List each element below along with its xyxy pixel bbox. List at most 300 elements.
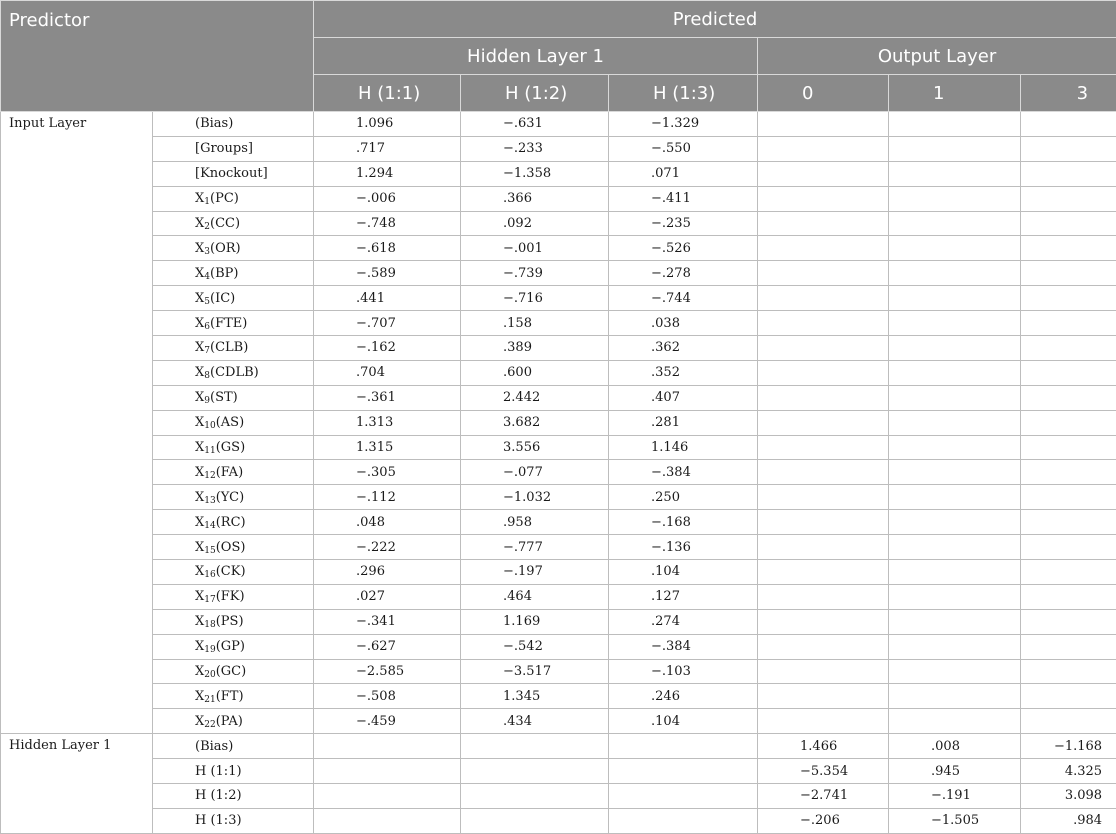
hidden-weight-cell: −1.032 — [461, 485, 609, 510]
predictor-abbrev: (PC) — [210, 191, 239, 207]
hidden-weight-cell: −.384 — [609, 634, 758, 659]
table-row — [1, 609, 1116, 634]
hidden-weight-cell: −.222 — [314, 535, 461, 560]
output-weight-cell: .008 — [889, 734, 1021, 759]
table-row — [1, 485, 1116, 510]
empty-cell — [758, 112, 889, 137]
table-row — [1, 435, 1116, 460]
empty-cell — [1021, 634, 1116, 659]
empty-cell — [758, 460, 889, 485]
predictor-abbrev: (IC) — [210, 290, 236, 306]
hidden-weight-cell: .352 — [609, 360, 758, 385]
predictor-cell — [153, 560, 314, 585]
predictor-abbrev: (CC) — [210, 216, 241, 231]
hidden-weight-cell: −.001 — [461, 236, 609, 261]
predictor-name: X — [195, 390, 205, 406]
hidden-weight-cell: −.716 — [461, 286, 609, 311]
predictor-name: (Bias) — [153, 734, 314, 759]
predictor-abbrev: (GP) — [215, 639, 245, 655]
table-row — [1, 261, 1116, 286]
table-row — [1, 161, 1116, 186]
empty-cell — [609, 734, 758, 759]
empty-cell — [889, 186, 1021, 211]
hidden-weight-cell: −.341 — [314, 609, 461, 634]
predictor-name: X — [195, 440, 205, 456]
hidden-weight-cell: .071 — [609, 161, 758, 186]
predictor-cell — [153, 385, 314, 410]
hidden-weight-cell: −.748 — [314, 211, 461, 236]
empty-cell — [758, 435, 889, 460]
empty-cell — [1021, 112, 1116, 137]
empty-cell — [758, 709, 889, 734]
empty-cell — [1021, 385, 1116, 410]
hidden-weight-cell: 3.556 — [461, 435, 609, 460]
hidden-col-header: H (1:2) — [461, 75, 609, 112]
predictor-cell — [153, 211, 314, 236]
hidden-weight-cell: −.526 — [609, 236, 758, 261]
table-row — [1, 634, 1116, 659]
empty-cell — [758, 336, 889, 361]
hidden-weight-cell: .362 — [609, 336, 758, 361]
predictor-subscript: 5 — [204, 296, 210, 307]
empty-cell — [889, 161, 1021, 186]
hidden-weight-cell: .434 — [461, 709, 609, 734]
empty-cell — [889, 385, 1021, 410]
predictor-name: X — [195, 713, 205, 729]
hidden-weight-cell: −.707 — [314, 311, 461, 336]
empty-cell — [758, 385, 889, 410]
empty-cell — [758, 261, 889, 286]
hidden-weight-cell: −.777 — [461, 535, 609, 560]
predictor-abbrev: (GC) — [215, 664, 247, 680]
hidden-weight-cell: .717 — [314, 136, 461, 161]
predictor-subscript: 18 — [204, 620, 216, 631]
predictor-subscript: 3 — [204, 246, 210, 257]
predictor-name: H (1:1) — [153, 759, 314, 784]
output-weight-cell: −.206 — [758, 808, 889, 833]
predictor-cell — [153, 360, 314, 385]
predictor-subscript: 1 — [204, 197, 210, 208]
predictor-subscript: 13 — [204, 495, 216, 506]
predictor-subscript: 11 — [204, 446, 216, 457]
table-row — [1, 535, 1116, 560]
empty-cell — [889, 460, 1021, 485]
empty-cell — [758, 211, 889, 236]
predictor-abbrev: (AS) — [215, 415, 245, 431]
table-row — [1, 410, 1116, 435]
empty-cell — [758, 584, 889, 609]
output-weight-cell: −2.741 — [758, 784, 889, 809]
empty-cell — [758, 609, 889, 634]
empty-cell — [758, 236, 889, 261]
table-row — [1, 286, 1116, 311]
predictor-abbrev: (YC) — [215, 489, 245, 505]
predictor-subscript: 17 — [204, 595, 216, 606]
hidden-weight-cell: 1.315 — [314, 435, 461, 460]
table-row — [1, 360, 1116, 385]
predictor-name: X — [195, 514, 205, 530]
empty-cell — [758, 659, 889, 684]
hidden-weight-cell: .600 — [461, 360, 609, 385]
hidden-weight-cell: 1.313 — [314, 410, 461, 435]
predictor-name: X — [195, 240, 205, 256]
predictor-subscript: 10 — [204, 421, 216, 432]
empty-cell — [889, 609, 1021, 634]
hidden-weight-cell: −.631 — [461, 112, 609, 137]
empty-cell — [758, 535, 889, 560]
predictor-cell — [153, 460, 314, 485]
predictor-subscript: 2 — [204, 222, 210, 232]
hidden-weight-cell: 3.682 — [461, 410, 609, 435]
empty-cell — [314, 759, 461, 784]
hidden-weight-cell: −3.517 — [461, 659, 609, 684]
group-label-hidden-layer: Hidden Layer 1 — [1, 734, 153, 834]
output-weight-cell: −5.354 — [758, 759, 889, 784]
hidden-weight-cell: 1.096 — [314, 112, 461, 137]
empty-cell — [1021, 211, 1116, 236]
hidden-col-header: H (1:1) — [314, 75, 461, 112]
table-row — [1, 584, 1116, 609]
table-row — [1, 759, 1116, 784]
empty-cell — [758, 136, 889, 161]
hidden-weight-cell: .704 — [314, 360, 461, 385]
predictor-cell — [153, 410, 314, 435]
predictor-cell — [153, 261, 314, 286]
predictor-name: X — [195, 415, 205, 431]
predictor-name: [Knockout] — [195, 166, 268, 182]
hidden-weight-cell: .464 — [461, 584, 609, 609]
hidden-weight-cell: .366 — [461, 186, 609, 211]
empty-cell — [889, 286, 1021, 311]
hidden-weight-cell: 1.294 — [314, 161, 461, 186]
empty-cell — [1021, 709, 1116, 734]
empty-cell — [889, 684, 1021, 709]
empty-cell — [1021, 684, 1116, 709]
predictor-cell — [153, 510, 314, 535]
empty-cell — [758, 684, 889, 709]
predictor-abbrev: (PS) — [215, 614, 244, 630]
hidden-weight-cell: 1.146 — [609, 435, 758, 460]
table-row — [1, 311, 1116, 336]
empty-cell — [889, 112, 1021, 137]
empty-cell — [758, 360, 889, 385]
table-row — [1, 560, 1116, 585]
group-label-input-layer: Input Layer — [1, 112, 153, 734]
table-row — [1, 336, 1116, 361]
empty-cell — [889, 560, 1021, 585]
output-weight-cell: −1.505 — [889, 808, 1021, 833]
table-row — [1, 136, 1116, 161]
empty-cell — [461, 808, 609, 833]
predictor-name: X — [195, 191, 205, 207]
table-body — [1, 112, 1116, 834]
predictor-header: Predictor — [1, 1, 314, 112]
empty-cell — [1021, 485, 1116, 510]
predictor-abbrev: (CLB) — [210, 340, 249, 356]
predictor-cell — [153, 584, 314, 609]
output-weight-cell: 3.098 — [1021, 784, 1116, 809]
table-header — [1, 1, 1116, 112]
predictor-abbrev: (CDLB) — [210, 365, 259, 381]
empty-cell — [889, 336, 1021, 361]
hidden-weight-cell: −1.329 — [609, 112, 758, 137]
hidden-weight-cell: −1.358 — [461, 161, 609, 186]
predictor-abbrev: (OS) — [215, 539, 246, 555]
hidden-weight-cell: −.542 — [461, 634, 609, 659]
hidden-weight-cell: −.384 — [609, 460, 758, 485]
hidden-weight-cell: −.627 — [314, 634, 461, 659]
table-row — [1, 186, 1116, 211]
predictor-cell — [153, 236, 314, 261]
empty-cell — [889, 136, 1021, 161]
hidden-weight-cell: 1.169 — [461, 609, 609, 634]
empty-cell — [1021, 236, 1116, 261]
empty-cell — [889, 236, 1021, 261]
output-layer-header: Output Layer — [758, 38, 1116, 75]
predictor-cell — [153, 336, 314, 361]
hidden-weight-cell: −.103 — [609, 659, 758, 684]
predictor-subscript: 22 — [204, 719, 216, 730]
predictor-abbrev: (FK) — [215, 589, 245, 605]
hidden-weight-cell: −.508 — [314, 684, 461, 709]
table-row — [1, 808, 1116, 833]
hidden-weight-cell: −.136 — [609, 535, 758, 560]
hidden-weight-cell: −2.585 — [314, 659, 461, 684]
hidden-weight-cell: .250 — [609, 485, 758, 510]
empty-cell — [314, 734, 461, 759]
predictor-name: (Bias) — [195, 116, 234, 132]
empty-cell — [461, 734, 609, 759]
table-row — [1, 734, 1116, 759]
predictor-cell — [153, 535, 314, 560]
predictor-subscript: 16 — [204, 570, 216, 581]
predictor-cell — [153, 659, 314, 684]
hidden-weight-cell: .281 — [609, 410, 758, 435]
hidden-weight-cell: −.233 — [461, 136, 609, 161]
hidden-weight-cell: −.305 — [314, 460, 461, 485]
predictor-abbrev: (FT) — [215, 688, 244, 704]
predictor-cell — [153, 311, 314, 336]
predictor-cell — [153, 709, 314, 734]
predictor-name: X — [195, 489, 205, 505]
predictor-cell — [153, 136, 314, 161]
hidden-weight-cell: .092 — [461, 211, 609, 236]
predictor-subscript: 12 — [204, 470, 216, 481]
hidden-weight-cell: .296 — [314, 560, 461, 585]
hidden-weight-cell: .407 — [609, 385, 758, 410]
hidden-weight-cell: 2.442 — [461, 385, 609, 410]
hidden-weight-cell: −.618 — [314, 236, 461, 261]
empty-cell — [609, 759, 758, 784]
predictor-name: X — [195, 464, 205, 480]
predictor-name: X — [195, 614, 205, 630]
predictor-cell — [153, 634, 314, 659]
predictor-name: X — [195, 340, 205, 356]
predictor-cell — [153, 186, 314, 211]
hidden-weight-cell: −.168 — [609, 510, 758, 535]
hidden-weight-cell: .958 — [461, 510, 609, 535]
empty-cell — [1021, 510, 1116, 535]
hidden-weight-cell: −.235 — [609, 211, 758, 236]
predictor-cell — [153, 485, 314, 510]
empty-cell — [758, 311, 889, 336]
predictor-name: [Groups] — [195, 141, 253, 157]
predictor-cell — [153, 112, 314, 137]
predictor-name: X — [195, 290, 205, 306]
hidden-weight-cell: 1.345 — [461, 684, 609, 709]
empty-cell — [758, 634, 889, 659]
empty-cell — [889, 261, 1021, 286]
predictor-abbrev: (OR) — [210, 240, 241, 256]
predictor-subscript: 20 — [204, 670, 216, 681]
empty-cell — [1021, 336, 1116, 361]
predictor-name: H (1:3) — [153, 808, 314, 833]
empty-cell — [1021, 311, 1116, 336]
empty-cell — [1021, 535, 1116, 560]
empty-cell — [758, 560, 889, 585]
predictor-name: X — [195, 688, 205, 704]
output-weight-cell: .945 — [889, 759, 1021, 784]
predictor-subscript: 19 — [204, 645, 216, 656]
predictor-abbrev: (RC) — [215, 514, 246, 530]
empty-cell — [889, 410, 1021, 435]
empty-cell — [889, 709, 1021, 734]
predictor-abbrev: (PA) — [215, 713, 243, 729]
predictor-subscript: 6 — [204, 321, 210, 332]
predictor-cell — [153, 286, 314, 311]
empty-cell — [1021, 659, 1116, 684]
predictor-subscript: 4 — [204, 271, 210, 282]
table-row — [1, 112, 1116, 137]
empty-cell — [1021, 161, 1116, 186]
predictor-subscript: 9 — [204, 396, 210, 407]
empty-cell — [1021, 410, 1116, 435]
predictor-name: X — [195, 664, 205, 680]
hidden-weight-cell: .274 — [609, 609, 758, 634]
hidden-weight-cell: −.077 — [461, 460, 609, 485]
hidden-weight-cell: −.162 — [314, 336, 461, 361]
table-row — [1, 784, 1116, 809]
predictor-cell — [153, 684, 314, 709]
empty-cell — [889, 360, 1021, 385]
table-row — [1, 385, 1116, 410]
empty-cell — [758, 410, 889, 435]
hidden-weight-cell: −.361 — [314, 385, 461, 410]
hidden-col-header: H (1:3) — [609, 75, 758, 112]
predictor-name: X — [195, 265, 205, 281]
hidden-weight-cell: −.550 — [609, 136, 758, 161]
output-weight-cell: −.191 — [889, 784, 1021, 809]
empty-cell — [1021, 360, 1116, 385]
empty-cell — [609, 784, 758, 809]
hidden-weight-cell: .158 — [461, 311, 609, 336]
empty-cell — [889, 435, 1021, 460]
empty-cell — [758, 161, 889, 186]
hidden-weight-cell: −.744 — [609, 286, 758, 311]
output-weight-cell: .984 — [1021, 808, 1116, 833]
empty-cell — [1021, 609, 1116, 634]
output-weight-cell: 1.466 — [758, 734, 889, 759]
hidden-weight-cell: −.112 — [314, 485, 461, 510]
hidden-weight-cell: −.278 — [609, 261, 758, 286]
predictor-name: X — [195, 539, 205, 555]
table-row — [1, 211, 1116, 236]
hidden-layer-header: Hidden Layer 1 — [314, 38, 758, 75]
empty-cell — [461, 759, 609, 784]
empty-cell — [889, 311, 1021, 336]
empty-cell — [889, 634, 1021, 659]
table-row — [1, 709, 1116, 734]
empty-cell — [1021, 136, 1116, 161]
empty-cell — [889, 485, 1021, 510]
predictor-name: X — [195, 564, 205, 580]
predictor-subscript: 7 — [204, 346, 210, 357]
output-weight-cell: 4.325 — [1021, 759, 1116, 784]
empty-cell — [889, 535, 1021, 560]
predictor-subscript: 14 — [204, 520, 216, 531]
empty-cell — [1021, 435, 1116, 460]
output-col-header: 3 — [1021, 75, 1116, 112]
predictor-name: X — [195, 365, 205, 381]
predictor-abbrev: (FTE) — [210, 315, 248, 331]
empty-cell — [1021, 186, 1116, 211]
empty-cell — [758, 510, 889, 535]
predictor-cell — [153, 609, 314, 634]
hidden-weight-cell: −.459 — [314, 709, 461, 734]
hidden-weight-cell: .048 — [314, 510, 461, 535]
hidden-weight-cell: .246 — [609, 684, 758, 709]
predictor-name: H (1:2) — [153, 784, 314, 809]
hidden-weight-cell: −.589 — [314, 261, 461, 286]
output-col-header: 0 — [758, 75, 889, 112]
predictor-cell — [153, 161, 314, 186]
table-row — [1, 460, 1116, 485]
predictor-abbrev: (FA) — [215, 464, 244, 480]
hidden-weight-cell: −.006 — [314, 186, 461, 211]
empty-cell — [1021, 460, 1116, 485]
predictor-subscript: 21 — [204, 694, 216, 705]
empty-cell — [758, 485, 889, 510]
empty-cell — [889, 659, 1021, 684]
predictor-name: X — [195, 315, 205, 331]
hidden-weight-cell: .038 — [609, 311, 758, 336]
predictor-name: X — [195, 216, 205, 231]
empty-cell — [889, 584, 1021, 609]
table-row — [1, 684, 1116, 709]
output-weight-cell: −1.168 — [1021, 734, 1116, 759]
predictor-subscript: 8 — [204, 371, 210, 382]
predicted-header: Predicted — [314, 1, 1116, 38]
predictor-name: X — [195, 589, 205, 605]
empty-cell — [758, 186, 889, 211]
table-row — [1, 510, 1116, 535]
predictor-abbrev: (CK) — [215, 564, 246, 580]
empty-cell — [889, 211, 1021, 236]
empty-cell — [889, 510, 1021, 535]
predictor-abbrev: (ST) — [210, 390, 238, 406]
empty-cell — [314, 784, 461, 809]
empty-cell — [1021, 560, 1116, 585]
hidden-weight-cell: −.197 — [461, 560, 609, 585]
empty-cell — [609, 808, 758, 833]
hidden-weight-cell: .104 — [609, 560, 758, 585]
hidden-weight-cell: .441 — [314, 286, 461, 311]
empty-cell — [1021, 286, 1116, 311]
empty-cell — [1021, 584, 1116, 609]
empty-cell — [461, 784, 609, 809]
hidden-weight-cell: −.411 — [609, 186, 758, 211]
hidden-weight-cell: .104 — [609, 709, 758, 734]
